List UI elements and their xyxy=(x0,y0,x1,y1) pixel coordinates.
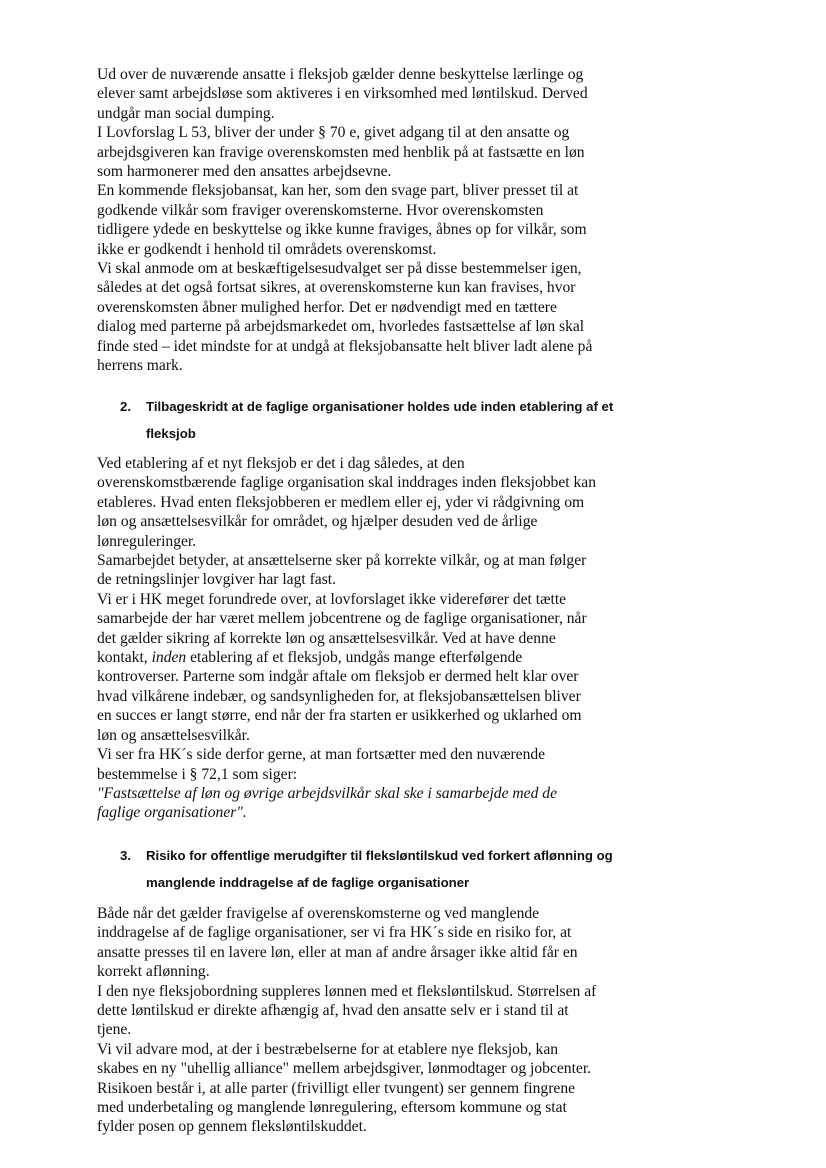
section-3-heading xyxy=(120,842,660,896)
text-line: I Lovforslag L 53, bliver der under § 70 e, givet adgang til at den ansatte og xyxy=(97,124,570,142)
text-line: Samarbejdet betyder, at ansættelserne sker på korrekte vilkår, og at man følger xyxy=(97,552,587,570)
text-line: Både når det gælder fravigelse af overenskomsterne og ved manglende xyxy=(97,905,540,922)
text-line: inddragelse af de faglige organisationer, ser vi fra HK´s side en risiko for, at xyxy=(97,924,572,942)
text-line: overenskomsten åbner mulighed herfor. Det er nødvendigt med en tættere xyxy=(97,298,557,316)
text-line: tjene. xyxy=(97,1021,132,1039)
text-line: løn og ansættelsesvilkår for området, og hjælper desuden ved de årlige xyxy=(97,513,538,531)
text-line: kontroverser. Parterne som indgår aftale om fleksjob er dermed helt klar over xyxy=(97,668,579,686)
text-line: En kommende fleksjobansat, kan her, som den svage part, bliver presset til at xyxy=(97,182,579,200)
text-line: skabes en ny "uhellig alliance" mellem arbejdsgiver, lønmodtager og jobcenter. xyxy=(97,1060,592,1078)
text-line: en succes er langt større, end når der fra starten er usikkerhed og uklarhed om xyxy=(97,707,582,725)
text-line: undgår man social dumping. xyxy=(97,104,275,122)
text-line: Vi skal anmode om at beskæftigelsesudvalget ser på disse bestemmelser igen, xyxy=(97,260,582,278)
paragraph-block-section-3 xyxy=(97,904,657,1137)
text-line: dialog med parterne på arbejdsmarkedet om, hvorledes fastsættelse af løn skal xyxy=(97,318,585,336)
text-line: overenskomstbærende faglige organisation skal inddrages inden fleksjobbet kan xyxy=(97,474,597,492)
text-line: med underbetaling og manglende lønregulering, eftersom kommune og stat xyxy=(97,1099,567,1117)
section-title-line: Tilbageskridt at de faglige organisationer holdes ude inden etablering af et xyxy=(146,399,614,414)
text-line: samarbejde der har været mellem jobcentrene og de faglige organisationer, når xyxy=(97,610,587,628)
section-title-line: fleksjob xyxy=(146,426,196,441)
text-line: det gælder sikring af korrekte løn og ansættelsesvilkår. Ved at have denne xyxy=(97,629,556,647)
text-line: elever samt arbejdsløse som aktiveres i en virksomhed med løntilskud. Derved xyxy=(97,85,588,103)
paragraph-block-intro xyxy=(97,65,657,376)
text-line: lønreguleringer. xyxy=(97,532,197,550)
inline-text-before: kontakt, xyxy=(97,649,152,667)
section-2-heading xyxy=(120,393,660,447)
section-title-line: manglende inddragelse af de faglige organisationer xyxy=(146,875,470,890)
text-line: tidligere ydede en beskyttelse og ikke kunne fraviges, åbnes op for vilkår, som xyxy=(97,221,587,239)
text-line: således at det også fortsat sikres, at overenskomsterne kun kan fravises, hvor xyxy=(97,279,576,297)
text-line: Vi ser fra HK´s side derfor gerne, at man fortsætter med den nuværende xyxy=(97,746,546,764)
text-line: arbejdsgiveren kan fravige overenskomsten med henblik på at fastsætte en løn xyxy=(97,143,585,161)
text-line: hvad vilkårene indebær, og sandsynligheden for, at fleksjobansættelsen bliver xyxy=(97,687,581,705)
text-line: etableres. Hvad enten fleksjobberen er medlem eller ej, yder vi rådgivning om xyxy=(97,493,585,511)
text-line: Vi er i HK meget forundrede over, at lovforslaget ikke viderefører det tætte xyxy=(97,590,567,608)
text-line: Ud over de nuværende ansatte i fleksjob gælder denne beskyttelse lærlinge og xyxy=(97,66,584,83)
text-line-with-emphasis xyxy=(97,648,657,667)
text-line: Ved etablering af et nyt fleksjob er det i dag således, at den xyxy=(97,455,465,472)
text-line: bestemmelse i § 72,1 som siger: xyxy=(97,765,298,783)
emphasis-word: inden xyxy=(151,649,187,667)
text-line: de retningslinjer lovgiver har lagt fast. xyxy=(97,571,337,589)
text-line: herrens mark. xyxy=(97,357,183,375)
paragraph-block-section-2 xyxy=(97,454,657,823)
quote-line: "Fastsættelse af løn og øvrige arbejdsvilkår skal ske i samarbejde med de xyxy=(97,784,557,802)
text-line: Risikoen består i, at alle parter (frivilligt eller tvungent) ser gennem fingrene xyxy=(97,1079,576,1097)
section-title-line: Risiko for offentlige merudgifter til fleksløntilskud ved forkert aflønning og xyxy=(146,848,613,863)
section-number: 3. xyxy=(120,848,131,863)
text-line: ansatte presses til en lavere løn, eller at man af andre årsager ikke altid får en xyxy=(97,943,578,961)
section-number: 2. xyxy=(120,399,131,414)
text-line: som harmonerer med den ansattes arbejdsevne. xyxy=(97,163,392,181)
text-line: fylder posen op gennem fleksløntilskuddet. xyxy=(97,1118,367,1136)
text-line: Vi vil advare mod, at der i bestræbelserne for at etablere nye fleksjob, kan xyxy=(97,1040,559,1058)
text-line: ikke er godkendt i henhold til områdets overenskomst. xyxy=(97,240,437,258)
text-line: godkende vilkår som fraviger overenskomsterne. Hvor overenskomsten xyxy=(97,201,544,219)
quote-line: faglige organisationer". xyxy=(97,804,247,822)
text-line: løn og ansættelsesvilkår. xyxy=(97,726,250,744)
text-line: korrekt aflønning. xyxy=(97,963,210,981)
inline-text-after: etablering af et fleksjob, undgås mange efterfølgende xyxy=(186,649,523,667)
text-line: dette løntilskud er direkte afhængig af, hvad den ansatte selv er i stand til at xyxy=(97,1002,569,1020)
text-line: I den nye fleksjobordning suppleres lønnen med et fleksløntilskud. Størrelsen af xyxy=(97,982,597,1000)
text-line: finde sted – idet mindste for at undgå at fleksjobansatte helt bliver ladt alene på xyxy=(97,337,593,355)
